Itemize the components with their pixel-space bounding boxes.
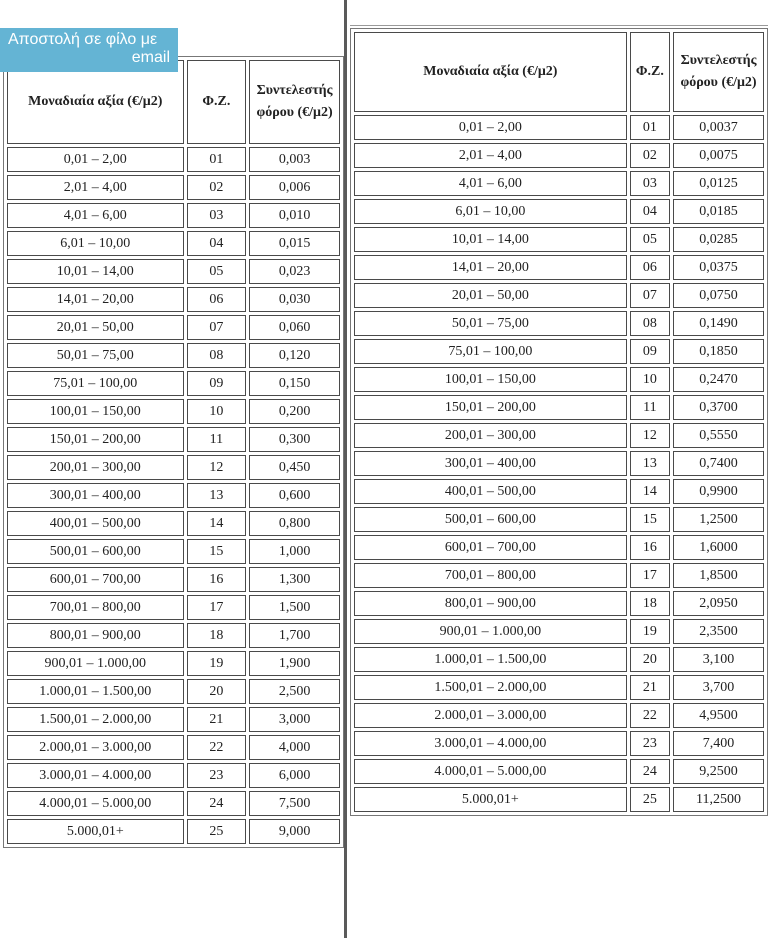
cell-coefficient: 1,500 [249,595,340,620]
header-coefficient: Συντελεστής φόρου (€/μ2) [673,32,764,112]
cell-coefficient: 4,000 [249,735,340,760]
cell-coefficient: 0,450 [249,455,340,480]
cell-zone: 07 [630,283,670,308]
table-row [354,143,764,168]
cell-value-range: 4,01 – 6,00 [354,171,627,196]
cell-zone: 03 [630,171,670,196]
table-row [7,315,340,340]
table-row [354,115,764,140]
cell-zone: 20 [187,679,247,704]
cell-coefficient: 9,2500 [673,759,764,784]
header-zone: Φ.Ζ. [630,32,670,112]
cell-value-range: 200,01 – 300,00 [354,423,627,448]
cell-coefficient: 7,400 [673,731,764,756]
cell-zone: 04 [187,231,247,256]
table-row [354,255,764,280]
cell-coefficient: 2,500 [249,679,340,704]
cell-zone: 02 [630,143,670,168]
cell-zone: 24 [630,759,670,784]
header-coefficient: Συντελεστής φόρου (€/μ2) [249,60,340,144]
cell-value-range: 150,01 – 200,00 [7,427,184,452]
cell-value-range: 700,01 – 800,00 [7,595,184,620]
table-row [7,427,340,452]
cell-zone: 22 [630,703,670,728]
table-row [354,395,764,420]
cell-value-range: 3.000,01 – 4.000,00 [354,731,627,756]
cell-zone: 20 [630,647,670,672]
cell-coefficient: 1,6000 [673,535,764,560]
cell-zone: 23 [630,731,670,756]
cell-value-range: 2,01 – 4,00 [7,175,184,200]
cell-coefficient: 0,5550 [673,423,764,448]
cell-coefficient: 0,9900 [673,479,764,504]
table-row [7,175,340,200]
cell-zone: 10 [630,367,670,392]
table-row [7,455,340,480]
cell-coefficient: 0,0037 [673,115,764,140]
cell-zone: 08 [630,311,670,336]
cell-value-range: 900,01 – 1.000,00 [7,651,184,676]
cell-coefficient: 2,3500 [673,619,764,644]
table-row [354,451,764,476]
cell-coefficient: 0,120 [249,343,340,368]
cell-zone: 22 [187,735,247,760]
cell-value-range: 800,01 – 900,00 [7,623,184,648]
cell-coefficient: 1,2500 [673,507,764,532]
cell-zone: 01 [187,147,247,172]
cell-zone: 18 [630,591,670,616]
table-header-row [354,32,764,112]
cell-coefficient: 6,000 [249,763,340,788]
table-body [354,115,764,812]
cell-value-range: 1.000,01 – 1.500,00 [354,647,627,672]
cell-coefficient: 2,0950 [673,591,764,616]
table-row [354,479,764,504]
cell-coefficient: 0,2470 [673,367,764,392]
cell-value-range: 4.000,01 – 5.000,00 [7,791,184,816]
table-row [354,171,764,196]
cell-coefficient: 3,000 [249,707,340,732]
table-row [354,339,764,364]
cell-value-range: 14,01 – 20,00 [7,287,184,312]
tax-table-left [3,56,344,848]
cell-zone: 06 [187,287,247,312]
cell-zone: 21 [187,707,247,732]
table-row [7,343,340,368]
cell-zone: 12 [630,423,670,448]
table-row [354,283,764,308]
cell-coefficient: 0,0375 [673,255,764,280]
cell-value-range: 5.000,01+ [354,787,627,812]
cell-coefficient: 0,200 [249,399,340,424]
table-row [7,371,340,396]
cell-coefficient: 1,700 [249,623,340,648]
table-row [354,647,764,672]
table-row [354,731,764,756]
cell-coefficient: 11,2500 [673,787,764,812]
table-row [7,707,340,732]
cell-coefficient: 0,023 [249,259,340,284]
cell-zone: 09 [187,371,247,396]
cell-zone: 24 [187,791,247,816]
cell-zone: 17 [187,595,247,620]
cell-zone: 18 [187,623,247,648]
cell-value-range: 50,01 – 75,00 [354,311,627,336]
cell-coefficient: 0,0185 [673,199,764,224]
cell-coefficient: 3,700 [673,675,764,700]
table-row [354,563,764,588]
cell-zone: 05 [187,259,247,284]
cell-zone: 13 [187,483,247,508]
cell-value-range: 600,01 – 700,00 [354,535,627,560]
cell-value-range: 100,01 – 150,00 [354,367,627,392]
cell-value-range: 75,01 – 100,00 [354,339,627,364]
cell-value-range: 14,01 – 20,00 [354,255,627,280]
table-row [354,759,764,784]
cell-coefficient: 7,500 [249,791,340,816]
table-row [7,511,340,536]
table-row [354,535,764,560]
cell-value-range: 6,01 – 10,00 [7,231,184,256]
cell-zone: 16 [187,567,247,592]
cell-coefficient: 0,006 [249,175,340,200]
cell-value-range: 900,01 – 1.000,00 [354,619,627,644]
table-row [354,787,764,812]
cell-value-range: 10,01 – 14,00 [354,227,627,252]
table-row [354,199,764,224]
cell-coefficient: 0,0125 [673,171,764,196]
cell-value-range: 800,01 – 900,00 [354,591,627,616]
table-row [354,367,764,392]
cell-zone: 08 [187,343,247,368]
cell-coefficient: 0,0285 [673,227,764,252]
table-row [354,591,764,616]
cell-coefficient: 0,300 [249,427,340,452]
table-row [7,735,340,760]
cell-value-range: 6,01 – 10,00 [354,199,627,224]
cell-value-range: 0,01 – 2,00 [7,147,184,172]
cell-zone: 02 [187,175,247,200]
cell-coefficient: 9,000 [249,819,340,844]
cell-value-range: 1.500,01 – 2.000,00 [354,675,627,700]
table-row [354,507,764,532]
email-share-label-2: email [131,49,170,66]
email-share-label: Αποστολή σε φίλο με [8,31,158,48]
table-row [7,819,340,844]
cell-zone: 21 [630,675,670,700]
table-header-row [7,60,340,144]
cell-coefficient: 0,1850 [673,339,764,364]
table-row [354,311,764,336]
cell-zone: 14 [187,511,247,536]
table-row [7,483,340,508]
header-zone: Φ.Ζ. [187,60,247,144]
cell-value-range: 2.000,01 – 3.000,00 [7,735,184,760]
cell-zone: 04 [630,199,670,224]
cell-zone: 16 [630,535,670,560]
table-row [7,595,340,620]
top-rule [350,25,768,26]
table-row [354,703,764,728]
column-divider [344,0,347,938]
cell-zone: 19 [187,651,247,676]
cell-value-range: 500,01 – 600,00 [7,539,184,564]
cell-zone: 23 [187,763,247,788]
cell-value-range: 150,01 – 200,00 [354,395,627,420]
cell-coefficient: 0,1490 [673,311,764,336]
cell-value-range: 20,01 – 50,00 [354,283,627,308]
cell-coefficient: 1,900 [249,651,340,676]
header-value: Μοναδιαία αξία (€/μ2) [354,32,627,112]
cell-coefficient: 0,3700 [673,395,764,420]
cell-value-range: 4.000,01 – 5.000,00 [354,759,627,784]
cell-zone: 09 [630,339,670,364]
cell-zone: 17 [630,563,670,588]
cell-coefficient: 0,030 [249,287,340,312]
header-value: Μοναδιαία αξία (€/μ2) [7,60,184,144]
cell-zone: 11 [630,395,670,420]
tax-table-right [350,28,768,816]
table-row [354,227,764,252]
cell-zone: 14 [630,479,670,504]
cell-value-range: 4,01 – 6,00 [7,203,184,228]
cell-value-range: 500,01 – 600,00 [354,507,627,532]
cell-zone: 03 [187,203,247,228]
table-row [354,675,764,700]
cell-value-range: 75,01 – 100,00 [7,371,184,396]
cell-value-range: 2.000,01 – 3.000,00 [354,703,627,728]
cell-value-range: 400,01 – 500,00 [7,511,184,536]
table-row [7,147,340,172]
cell-coefficient: 0,0075 [673,143,764,168]
cell-coefficient: 0,800 [249,511,340,536]
cell-zone: 15 [187,539,247,564]
cell-value-range: 400,01 – 500,00 [354,479,627,504]
table-row [7,287,340,312]
cell-coefficient: 0,010 [249,203,340,228]
cell-zone: 13 [630,451,670,476]
cell-value-range: 3.000,01 – 4.000,00 [7,763,184,788]
cell-zone: 25 [187,819,247,844]
cell-value-range: 300,01 – 400,00 [354,451,627,476]
table-row [7,399,340,424]
table-row [7,567,340,592]
cell-value-range: 1.500,01 – 2.000,00 [7,707,184,732]
table-row [7,651,340,676]
cell-coefficient: 1,8500 [673,563,764,588]
cell-value-range: 2,01 – 4,00 [354,143,627,168]
cell-value-range: 1.000,01 – 1.500,00 [7,679,184,704]
cell-zone: 01 [630,115,670,140]
cell-value-range: 10,01 – 14,00 [7,259,184,284]
table-row [7,623,340,648]
cell-coefficient: 0,015 [249,231,340,256]
cell-zone: 05 [630,227,670,252]
cell-value-range: 700,01 – 800,00 [354,563,627,588]
cell-value-range: 50,01 – 75,00 [7,343,184,368]
email-share-button[interactable] [0,28,178,72]
cell-value-range: 100,01 – 150,00 [7,399,184,424]
cell-zone: 15 [630,507,670,532]
cell-value-range: 600,01 – 700,00 [7,567,184,592]
table-row [7,203,340,228]
cell-coefficient: 3,100 [673,647,764,672]
cell-zone: 25 [630,787,670,812]
cell-coefficient: 0,150 [249,371,340,396]
table-row [7,791,340,816]
cell-coefficient: 4,9500 [673,703,764,728]
cell-coefficient: 1,000 [249,539,340,564]
table-row [7,679,340,704]
table-row [7,539,340,564]
table-row [354,423,764,448]
cell-zone: 06 [630,255,670,280]
cell-coefficient: 0,7400 [673,451,764,476]
cell-value-range: 300,01 – 400,00 [7,483,184,508]
cell-zone: 07 [187,315,247,340]
cell-coefficient: 0,003 [249,147,340,172]
cell-zone: 12 [187,455,247,480]
table-row [7,763,340,788]
cell-value-range: 5.000,01+ [7,819,184,844]
cell-coefficient: 0,060 [249,315,340,340]
cell-zone: 10 [187,399,247,424]
cell-coefficient: 0,0750 [673,283,764,308]
table-row [7,259,340,284]
cell-coefficient: 1,300 [249,567,340,592]
cell-coefficient: 0,600 [249,483,340,508]
table-row [7,231,340,256]
table-row [354,619,764,644]
cell-value-range: 20,01 – 50,00 [7,315,184,340]
cell-zone: 11 [187,427,247,452]
table-body [7,147,340,844]
cell-value-range: 200,01 – 300,00 [7,455,184,480]
cell-value-range: 0,01 – 2,00 [354,115,627,140]
cell-zone: 19 [630,619,670,644]
